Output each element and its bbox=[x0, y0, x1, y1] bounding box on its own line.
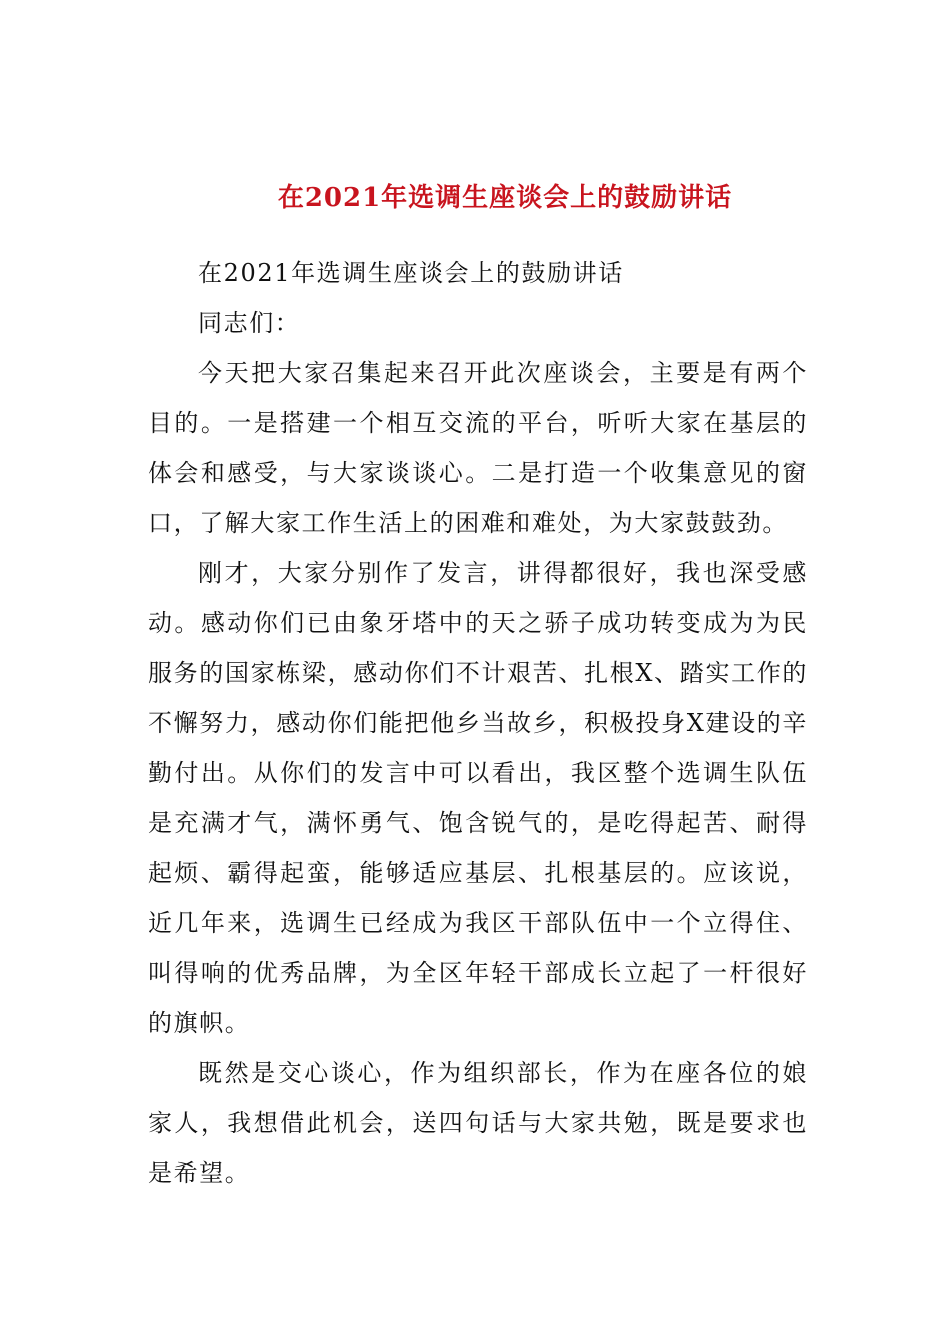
paragraph-subtitle: 在2021年选调生座谈会上的鼓励讲话 bbox=[198, 259, 624, 287]
paragraph-wishes: 既然是交心谈心，作为组织部长，作为在座各位的娘家人，我想借此机会，送四句话与大家共勉，既是要求也是希望。 bbox=[148, 1059, 808, 1187]
document-body bbox=[148, 248, 808, 1198]
paragraph-salutation: 同志们： bbox=[198, 309, 301, 337]
paragraph-purpose: 今天把大家召集起来召开此次座谈会，主要是有两个目的。一是搭建一个相互交流的平台，听听大家在基层的体会和感受，与大家谈谈心。二是打造一个收集意见的窗口，了解大家工作生活上的困难和难处，为大家鼓鼓劲。 bbox=[148, 359, 808, 537]
paragraph-praise: 刚才，大家分别作了发言，讲得都很好，我也深受感动。感动你们已由象牙塔中的天之骄子成功转变成为为民服务的国家栋梁，感动你们不计艰苦、扎根X、踏实工作的不懈努力，感动你们能把他乡当故乡，积极投身X建设的辛勤付出。从你们的发言中可以看出，我区整个选调生队伍是充满才气，满怀勇气、饱含锐气的，是吃得起苦、耐得起烦、霸得起蛮，能够适应基层、扎根基层的。应该说，近几年来，选调生已经成为我区干部队伍中一个立得住、叫得响的优秀品牌，为全区年轻干部成长立起了一杆很好的旗帜。 bbox=[148, 559, 808, 1037]
document-title: 在2021年选调生座谈会上的鼓励讲话 bbox=[277, 183, 733, 213]
